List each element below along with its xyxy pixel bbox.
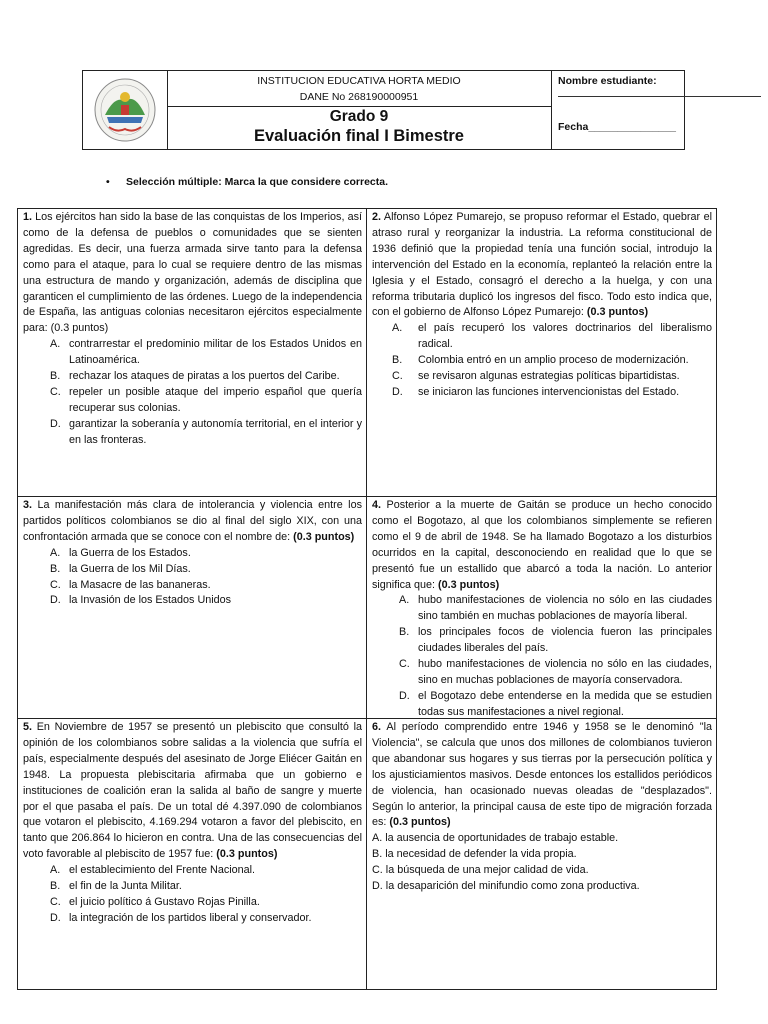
answer-option[interactable] — [372, 321, 712, 353]
answer-option[interactable] — [372, 831, 712, 847]
answer-option[interactable] — [23, 863, 362, 879]
option-text: garantizar la soberanía y autonomía territorial, en el interior y en las fronteras. — [69, 417, 362, 446]
question-stem — [372, 210, 712, 321]
question-row — [18, 497, 716, 719]
answer-option[interactable] — [23, 578, 362, 594]
option-text: el Bogotazo debe entenderse en la medida que se estudien todas sus manifestaciones a nivel regional. — [418, 689, 712, 718]
answer-option[interactable] — [372, 625, 712, 657]
option-text: D. la desaparición del minifundio como zona productiva. — [372, 880, 640, 893]
answer-option[interactable] — [23, 562, 362, 578]
school-name: INSTITUCION EDUCATIVA HORTA MEDIO — [257, 75, 461, 87]
answer-option[interactable] — [372, 863, 712, 879]
question-points: (0.3 puntos) — [438, 578, 500, 591]
option-text: hubo manifestaciones de violencia no sólo en las ciudades, sino en muchas poblaciones de mayoría conservadora. — [418, 658, 712, 686]
answer-option[interactable] — [23, 546, 362, 562]
answer-option[interactable] — [23, 417, 362, 449]
answer-options — [23, 546, 362, 610]
option-text: la Invasión de los Estados Unidos — [69, 594, 232, 607]
question-1 — [18, 209, 367, 496]
answer-option[interactable] — [372, 879, 712, 895]
answer-options — [23, 337, 362, 448]
option-letter: D. — [50, 594, 61, 607]
student-name-field[interactable] — [558, 95, 761, 97]
question-2 — [367, 209, 716, 496]
question-stem — [23, 720, 362, 863]
question-number: 6. — [372, 721, 382, 733]
option-letter: C. — [392, 370, 403, 383]
option-letter: B. — [399, 626, 410, 639]
question-4 — [367, 497, 716, 718]
answer-option[interactable] — [23, 911, 362, 927]
option-letter: C. — [50, 385, 61, 398]
option-letter: D. — [392, 385, 403, 398]
bullet-icon: • — [106, 176, 110, 188]
grade-title: Grado 9 — [329, 108, 389, 125]
option-text: A. la ausencia de oportunidades de trabajo estable. — [372, 832, 619, 845]
option-letter: A. — [392, 322, 403, 335]
option-text: rechazar los ataques de piratas a los puertos del Caribe. — [69, 370, 340, 383]
option-letter: A. — [50, 546, 61, 559]
question-3 — [18, 497, 367, 718]
question-5 — [18, 719, 367, 989]
option-letter: C. — [50, 895, 61, 908]
option-text: B. la necesidad de defender la vida propia. — [372, 848, 577, 861]
answer-option[interactable] — [372, 657, 712, 689]
answer-option[interactable] — [372, 593, 712, 625]
answer-option[interactable] — [372, 353, 712, 369]
question-text: En Noviembre de 1957 se presentó un plebiscito que consultó la opinión de los colombianos sobre salidas a la violencia que sufría el país, especialmente después del asesinato de Jorge Eliécer Gaitán en 1948. La propuesta plebiscitaria afirmaba que un gobierno e instituciones de coalición eran la salida al baño de sangre y muerte por el que pasaba el país. De un total dé 4.397.090 de colombianos que votaron el plebiscito, 4.169.294 votaron a favor del plebiscito, en tanto que 206.864 lo hicieron en contra. Una de las consecuencias del voto favorable al plebiscito de 1957 fue: — [23, 721, 362, 861]
option-text: la Guerra de los Mil Días. — [69, 562, 191, 575]
answer-option[interactable] — [23, 593, 362, 609]
header-title-cell — [167, 71, 552, 149]
student-info-cell — [552, 71, 685, 149]
option-letter: A. — [399, 594, 410, 607]
exam-header — [82, 70, 685, 150]
option-letter: B. — [392, 354, 403, 367]
question-stem — [372, 498, 712, 593]
option-text: se iniciaron las funciones intervencionistas del Estado. — [418, 385, 680, 398]
question-points: (0.3 puntos) — [293, 530, 355, 543]
option-text: Colombia entró en un amplio proceso de modernización. — [418, 354, 689, 367]
option-text: el fin de la Junta Militar. — [69, 880, 182, 893]
answer-option[interactable] — [23, 879, 362, 895]
answer-options — [372, 321, 712, 401]
exam-title: Evaluación final I Bimestre — [254, 127, 464, 145]
question-text: Alfonso López Pumarejo, se propuso reformar el Estado, quebrar el atraso rural y reorganizar la industria. La reforma constitucional de 1936 definió que la propiedad tenía una función social, introdujo la intervención del Estado en la economía, replanteó la relación entre la Iglesia y el Estado, consagró el derecho a la huelga, y con una reforma tributaria duplicó los ingresos del fisco. Todo esto indica que, con el gobierno de Alfonso López Pumarejo: — [372, 211, 712, 319]
answer-option[interactable] — [372, 385, 712, 401]
question-points: (0.3 puntos) — [389, 816, 451, 829]
option-text: el juicio político á Gustavo Rojas Pinilla. — [69, 895, 260, 908]
option-text: contrarrestar el predominio militar de los Estados Unidos en Latinoamérica. — [69, 338, 362, 367]
question-stem — [372, 720, 712, 831]
option-text: el país recuperó los valores doctrinarios del liberalismo radical. — [418, 322, 712, 351]
answer-options — [23, 863, 362, 927]
question-number: 2. — [372, 211, 382, 223]
school-logo-cell — [83, 71, 168, 149]
option-text: la integración de los partidos liberal y conservador. — [69, 911, 312, 924]
option-letter: B. — [50, 370, 61, 383]
question-number: 3. — [23, 499, 33, 511]
option-text: la Masacre de las bananeras. — [69, 578, 211, 591]
instruction-line — [106, 176, 388, 188]
option-letter: A. — [50, 864, 61, 877]
option-letter: B. — [50, 880, 61, 893]
answer-option[interactable] — [372, 689, 712, 721]
question-text: Los ejércitos han sido la base de las conquistas de los Imperios, así como de la defensa de pueblos o comunidades que se sienten agredidas. Es decir, una fuerza armada sirve tanto para la defensa como para el ataque, para lo cual se requiere dentro de las mismas una estructura de mando y organización, además de disciplina que garanticen el cumplimiento de las órdenes. Luego de la independencia de España, las antiguas colonias necesitaron ejércitos especialmente para: (0.3 puntos) — [23, 211, 362, 335]
question-text: La manifestación más clara de intolerancia y violencia entre los partidos políticos colombianos se dio al final del siglo XIX, con una confrontación armada que se conoce con el nombre de: — [23, 499, 362, 543]
option-letter: D. — [50, 911, 61, 924]
option-text: el establecimiento del Frente Nacional. — [69, 864, 256, 877]
option-text: la Guerra de los Estados. — [69, 546, 191, 559]
answer-option[interactable] — [372, 369, 712, 385]
exam-title-block — [167, 108, 551, 146]
question-row — [18, 719, 716, 989]
answer-option[interactable] — [372, 847, 712, 863]
option-letter: B. — [50, 562, 61, 575]
question-number: 5. — [23, 721, 33, 733]
option-text: hubo manifestaciones de violencia no sólo en las ciudades sino también en muchas poblaciones de mayoría liberal. — [418, 594, 712, 623]
option-text: se revisaron algunas estrategias políticas bipartidistas. — [418, 370, 680, 383]
answer-option[interactable] — [23, 385, 362, 417]
school-seal-icon — [83, 71, 167, 149]
question-number: 4. — [372, 499, 382, 511]
question-text: Al período comprendido entre 1946 y 1958 se le denominó "la Violencia", se calcula que unos dos millones de colombianos tuvieron que abandonar sus hogares y sus tierras por la persecución política y los ajusticiamientos masivos. Desde entonces los estallidos periódicos de violencia, han ocasionado nuevas oleadas de "desplazados". Según lo anterior, la principal causa de este tipo de migración forzada es: — [372, 721, 712, 829]
instruction-text: Selección múltiple: Marca la que considere correcta. — [126, 176, 389, 188]
school-info — [167, 71, 551, 107]
dane-number: DANE No 268190000951 — [299, 91, 419, 103]
question-points: (0.3 puntos) — [586, 306, 649, 319]
date-label: Fecha_______________ — [558, 121, 676, 133]
option-letter: D. — [50, 417, 61, 430]
question-6 — [367, 719, 716, 989]
option-text: repeler un posible ataque del imperio español que quería recuperar sus colonias. — [69, 385, 362, 414]
answer-options — [372, 593, 712, 720]
question-text: Posterior a la muerte de Gaitán se produce un hecho conocido como el Bogotazo, al que los colombianos simplemente se refieren como el 9 de abril de 1948. Se ha llamado Bogotazo a los disturbios ocurridos en la capital, desconociendo en realidad que lo que se presentó fue un estallido que abarcó a toda la nación. Lo anterior significa que: — [372, 499, 712, 591]
question-points: (0.3 puntos) — [216, 848, 278, 861]
student-name-label: Nombre estudiante: — [558, 75, 657, 87]
question-number: 1. — [23, 211, 33, 223]
option-letter: C. — [50, 578, 61, 591]
answer-option[interactable] — [23, 369, 362, 385]
option-letter: C. — [399, 658, 410, 671]
answer-option[interactable] — [23, 895, 362, 911]
option-letter: D. — [399, 689, 410, 702]
option-text: los principales focos de violencia fueron las principales ciudades liberales del país. — [418, 626, 712, 655]
answer-options — [372, 831, 712, 895]
question-stem — [23, 498, 362, 546]
answer-option[interactable] — [23, 337, 362, 369]
question-stem — [23, 210, 362, 337]
option-text: C. la búsqueda de una mejor calidad de vida. — [372, 864, 589, 877]
option-letter: A. — [50, 338, 61, 351]
question-row — [18, 209, 716, 497]
questions-table — [17, 208, 717, 990]
